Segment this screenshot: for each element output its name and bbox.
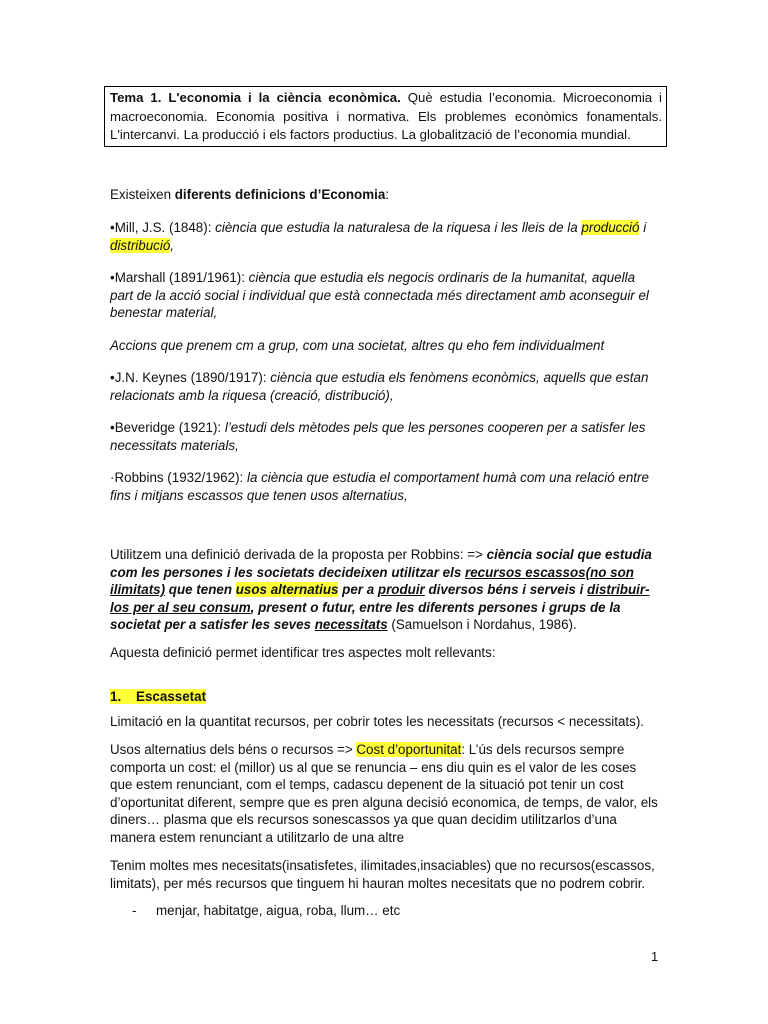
derived-produir: produir: [377, 582, 425, 597]
section1-heading: 1. Escassetat: [110, 689, 207, 704]
section1-heading-line: [110, 688, 658, 706]
mill-highlight-distribucio: distribució: [110, 237, 171, 253]
definition-mill: [110, 219, 658, 254]
keynes-author: •J.N. Keynes (1890/1917):: [110, 370, 271, 385]
beveridge-author: •Beveridge (1921):: [110, 420, 225, 435]
usos-prefix: Usos alternatius dels béns o recursos =>: [110, 742, 357, 757]
marshall-text: ciència que estudia els negocis ordinaris de la humanitat, aquella part de la acció social i individual que està connectada més directament amb aconseguir el benestar material,: [110, 270, 649, 320]
definition-keynes: [110, 369, 658, 404]
derived-recursos-escassos: recursos escassos(no son ilimitats): [110, 564, 634, 597]
section1-usos: [110, 741, 658, 846]
definition-beveridge: [110, 419, 658, 454]
section1-needs: Tenim moltes mes necesitats(insatisfetes, ilimitades,insaciables) que no recursos(escassos, limitats), per més recursos que tinguem hi hauran moltes necesitats que no podrem cobrir.: [110, 858, 655, 891]
derived-part3: per a: [338, 582, 378, 597]
cost-oportunitat-highlight: Cost d’oportunitat: [356, 742, 462, 757]
definition-marshall: [110, 269, 658, 322]
topic-box: [104, 86, 667, 147]
derived-definition: [110, 546, 658, 634]
note-paragraph: Accions que prenem cm a grup, com una societat, altres qu eho fem individualment: [110, 338, 605, 353]
mill-highlight-produccio: producció: [581, 220, 640, 235]
robbins-text: la ciència que estudia el comportament humà com una relació entre fins i mitjans escassos que tenen usos alternatius,: [110, 470, 649, 503]
derived-part1: ciència social que estudia com les persones i les societats decideixen utilitzar els: [110, 547, 652, 580]
topic-description: Què estudia l’economia. Microeconomia i macroeconomia. Economia positiva i normativa. Els problemes econòmics fonamentals. L'intercanvi. La producció i els factors productius. La globalització de l’economia mundial.: [110, 90, 662, 143]
intro-suffix: :: [385, 187, 390, 202]
intro-prefix: Existeixen: [110, 187, 175, 202]
mill-text: ciència que estudia la naturalesa de la riquesa i les lleis de la: [215, 220, 582, 235]
mill-mid: i: [639, 220, 647, 235]
definition-robbins: [110, 469, 658, 504]
keynes-text: ciència que estudia els fenòmens econòmics, aquells que estan relacionats amb la riquesa (creació, distribució),: [110, 370, 649, 403]
mill-end: ,: [170, 237, 175, 253]
bullet-item: [110, 902, 658, 920]
derived-necessitats: necessitats: [314, 617, 388, 632]
topic-title: Tema 1. L'economia i la ciència econòmica.: [110, 90, 401, 105]
derived-part2: que tenen: [165, 582, 236, 597]
derived-lead: Utilitzem una definició derivada de la proposta per Robbins: =>: [110, 547, 487, 562]
derived-part4: diversos béns i serveis i: [424, 582, 588, 597]
robbins-author: ·Robbins (1932/1962):: [110, 470, 247, 485]
page-number: 1: [651, 949, 659, 964]
marshall-author: •Marshall (1891/1961):: [110, 270, 249, 285]
derived-part5: , present o futur, entre les diferents persones i grups de la societat per a satisfer les seves: [110, 599, 621, 632]
aspects-intro: Aquesta definició permet identificar tres aspectes molt rellevants:: [110, 645, 496, 660]
derived-citation: (Samuelson i Nordahus, 1986).: [387, 617, 577, 632]
bullet-dash: -: [132, 903, 137, 918]
mill-author: •Mill, J.S. (1848):: [110, 220, 216, 235]
usos-text: : L’ús dels recursos sempre comporta un cost: el (millor) us al que se renuncia – ens diu quin es el valor de les coses que estem renunciant, com el temps, cadascu depenent de la situació pot tenir un cost d’oportunitat diferent, sempre que es pren alguna decisió economica, de temps, de valor, els diners… plasma que els recursos sonescassos ya que quan decidim utilitzarlos d’una manera estem renunciant a utilitzarlo de una altre: [110, 742, 658, 845]
intro-bold: diferents definicions d’Economia: [174, 187, 386, 202]
intro-paragraph: [110, 186, 658, 204]
bullet-text: menjar, habitatge, aigua, roba, llum… etc: [156, 903, 401, 918]
derived-usos-alternatius: usos alternatius: [235, 582, 339, 597]
section1-limit: Limitació en la quantitat recursos, per cobrir totes les necessitats (recursos < necessitats).: [110, 714, 644, 729]
derived-distribuir: distribuir-los per al seu consum: [110, 582, 650, 615]
beveridge-text: l’estudi dels mètodes pels que les persones cooperen per a satisfer les necessitats materials,: [110, 420, 646, 453]
